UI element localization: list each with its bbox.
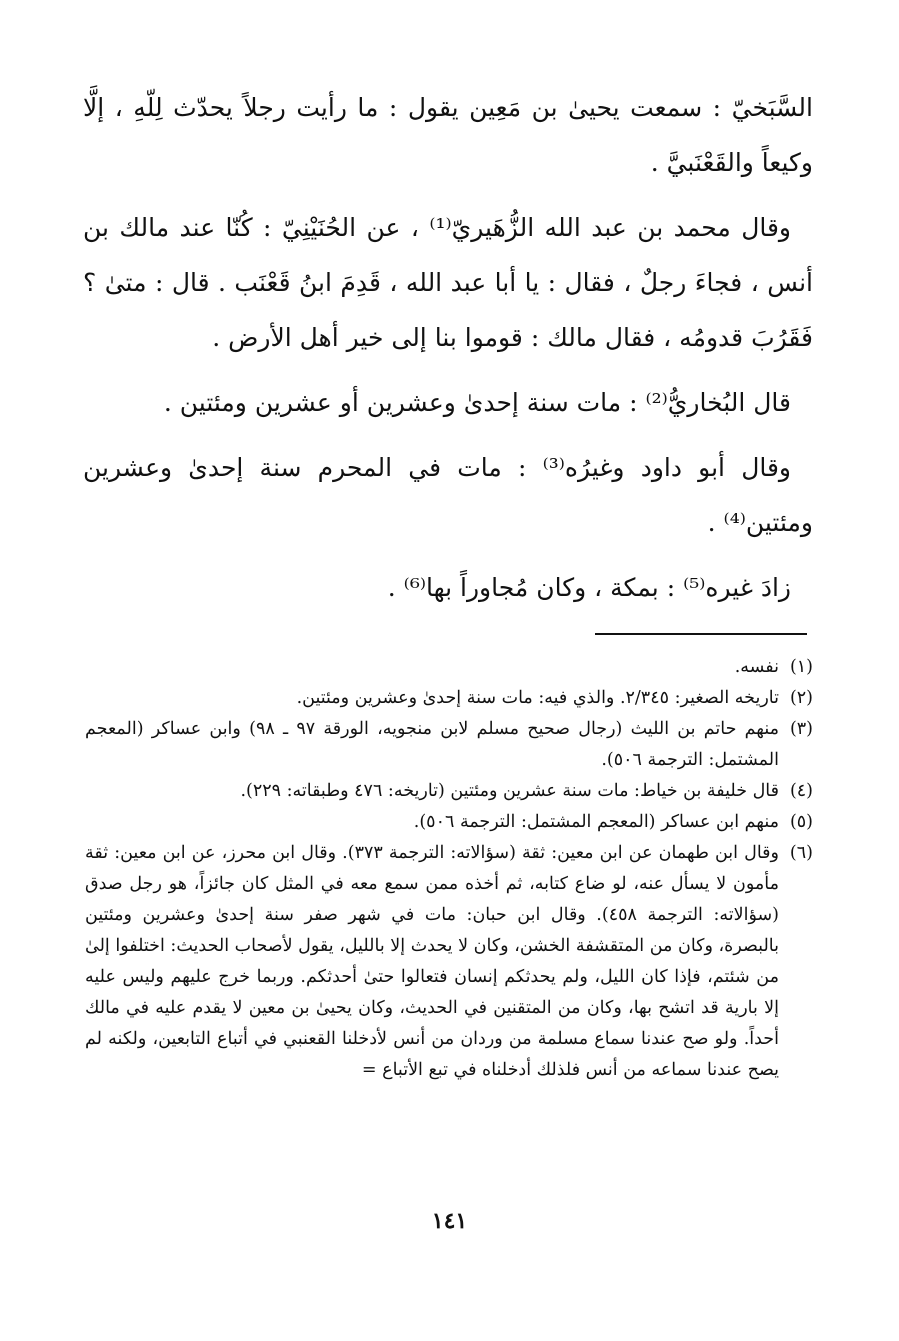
paragraph-1: السَّبَخيّ : سمعت يحيىٰ بن مَعِين يقول : ما رأيت رجلاً يحدّث لِلّهِ ، إلَّا وكيعاً والقَعْنَبيَّ . — [83, 93, 813, 177]
page-number: ١٤١ — [431, 1208, 468, 1234]
footnote-text: نفسه. — [734, 657, 779, 677]
footnote-number: (١) — [789, 657, 813, 677]
footnotes — [85, 652, 813, 1086]
footnote-separator — [595, 633, 807, 635]
footnote-2 — [85, 683, 813, 714]
footnote-3 — [85, 714, 813, 776]
footnote-1 — [85, 652, 813, 683]
footnote-number: (٦) — [789, 843, 813, 863]
footnote-number: (٢) — [789, 688, 813, 708]
footnote-text: وقال ابن طهمان عن ابن معين: ثقة (سؤالاته: الترجمة ٣٧٣). وقال ابن محرز، عن ابن معين: ثقة مأمون لا يسأل عنه، لو ضاع كتابه، ثم أخذه ممن سمع معه في المثل كان جائزاً، هو رجل صدق (سؤالاته: الترجمة ٤٥٨). وقال ابن حبان: مات في شهر صفر سنة إحدىٰ وعشرين ومئتين بالبصرة، وكان من المتقشفة الخشن، وكان لا يحدث إلا بالليل، يقول لأصحاب الحديث: اختلفوا إلىٰ من شئتم، فإذا كان الليل، ولم يحدثكم إنسان فتعالوا حتىٰ أحدثكم. وربما خرج عليهم وليس عليه إلا بارية قد اتشح بها، وكان من المتقنين في الحديث، وكان يحيىٰ بن معين لا يقدم عليه في مالك أحداً. ولو صح عندنا سماع مسلمة من وردان من أنس لأدخلنا القعنبي في أتباع التابعين، ولكنه لم يصح عندنا سماعه من أنس فلذلك أدخلناه في تبع الأتباع = — [85, 843, 779, 1080]
main-text — [83, 80, 813, 625]
paragraph-4: وقال أبو داود وغيرُه⁽³⁾ : مات في المحرم سنة إحدىٰ وعشرين ومئتين⁽⁴⁾ . — [83, 453, 813, 537]
paragraph-3: قال البُخاريُّ⁽²⁾ : مات سنة إحدىٰ وعشرين أو عشرين ومئتين . — [163, 388, 791, 417]
paragraph-2: وقال محمد بن عبد الله الزُّهَيريّ⁽¹⁾ ، عن الحُنَيْنِيّ : كُنّا عند مالك بن أنس ، فجاءَ رجلٌ ، فقال : يا أبا عبد الله ، قَدِمَ ابنُ قَعْنَب . قال : متىٰ ؟ فَقَرُبَ قدومُه ، فقال مالك : قوموا بنا إلى خير أهل الأرض . — [83, 213, 813, 352]
footnote-number: (٥) — [789, 812, 813, 832]
paragraph-5: زادَ غيره⁽⁵⁾ : بمكة ، وكان مُجاوراً بها⁽⁶⁾ . — [387, 573, 791, 602]
footnote-text: منهم حاتم بن الليث (رجال صحيح مسلم لابن منجويه، الورقة ٩٧ ـ ٩٨) وابن عساكر (المعجم المشتمل: الترجمة ٥٠٦). — [85, 719, 779, 770]
footnote-text: تاريخه الصغير: ٢/٣٤٥. والذي فيه: مات سنة إحدىٰ وعشرين ومئتين. — [296, 688, 779, 708]
footnote-text: منهم ابن عساكر (المعجم المشتمل: الترجمة ٥٠٦). — [413, 812, 779, 832]
footnote-number: (٣) — [789, 719, 813, 739]
footnote-text: قال خليفة بن خياط: مات سنة عشرين ومئتين (تاريخه: ٤٧٦ وطبقاته: ٢٢٩). — [240, 781, 779, 801]
footnote-number: (٤) — [789, 781, 813, 801]
footnote-5 — [85, 807, 813, 838]
footnote-4 — [85, 776, 813, 807]
footnote-6 — [85, 838, 813, 1086]
